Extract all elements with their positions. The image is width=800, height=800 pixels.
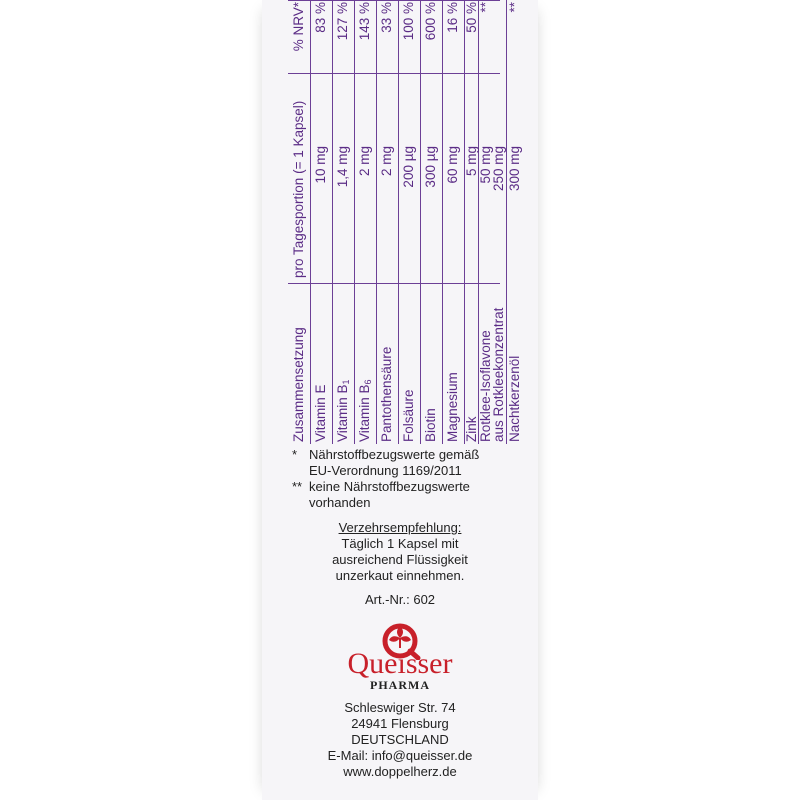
row-name: Vitamin $B_1$: [335, 379, 351, 442]
row-nrv: 50 %: [464, 2, 479, 33]
row-name: Zink: [464, 416, 479, 442]
recommendation-line3: unzerkaut einnehmen.: [335, 568, 465, 583]
table-header-row: [288, 0, 311, 444]
table-row: [376, 0, 399, 444]
row-amount: 2 mg: [379, 146, 394, 177]
row-nrv: 33 %: [379, 2, 394, 33]
row-name: Pantothensäure: [379, 346, 394, 442]
footnote-star2-line1: keine Nährstoffbezugswerte: [309, 479, 470, 494]
row-name: Folsäure: [401, 389, 416, 442]
footnote-star1-line2: EU-Verordnung 1169/2011: [309, 463, 462, 478]
address-street: Schleswiger Str. 74: [344, 700, 456, 715]
row-amount: 10 mg: [313, 146, 328, 184]
recommendation-line1: Täglich 1 Kapsel mit: [341, 536, 459, 551]
row-nrv: 83 %: [313, 2, 328, 33]
header-nrv: % NRV*: [291, 2, 306, 52]
brand-name: Queisser: [347, 647, 453, 680]
brand-subtitle: PHARMA: [370, 678, 430, 692]
table-row: [310, 0, 333, 444]
row-nrv: 127 %: [335, 2, 350, 41]
row-nrv: **: [507, 2, 522, 13]
address-city: 24941 Flensburg: [351, 716, 449, 731]
row-name: Magnesium: [445, 372, 460, 442]
footnote-star2-line2: vorhanden: [309, 495, 371, 510]
row-nrv: 16 %: [445, 2, 460, 33]
address-country: DEUTSCHLAND: [351, 732, 449, 747]
row-amount: 2 mg: [357, 146, 372, 177]
table-row: [478, 0, 492, 444]
nutrition-table: [288, 0, 506, 444]
row-nrv: 143 %: [357, 2, 372, 41]
table-row: [442, 0, 465, 444]
row-amount: 250 mg: [491, 146, 506, 192]
recommendation-line2: ausreichend Flüssigkeit: [332, 552, 468, 567]
table-row: [354, 0, 377, 444]
footnote-star1-mark: *: [292, 447, 298, 462]
recommendation-title: Verzehrsempfehlung:: [338, 520, 462, 535]
header-composition: Zusammensetzung: [291, 327, 306, 442]
address-website: www.doppelherz.de: [343, 764, 457, 779]
row-amount: 60 mg: [445, 146, 460, 184]
table-row: [504, 0, 526, 444]
footnote-star2-mark: **: [292, 479, 303, 494]
row-nrv: 100 %: [401, 2, 416, 41]
row-amount: 200 µg: [401, 146, 416, 188]
header-per-serving: pro Tagesportion (= 1 Kapsel): [291, 100, 306, 278]
nutrition-table-last-row: [504, 0, 526, 444]
row-nrv: **: [478, 2, 493, 13]
row-amount: 1,4 mg: [335, 146, 350, 188]
table-row: [420, 0, 443, 444]
article-number: Art.-Nr.: 602: [364, 592, 436, 607]
row-name: Rotklee-Isoflavone: [478, 330, 493, 442]
row-amount: 50 mg: [478, 146, 493, 184]
row-name: Biotin: [423, 408, 438, 442]
row-amount: 300 mg: [507, 146, 522, 192]
row-name: Nachtkerzenöl: [507, 355, 522, 442]
row-amount: 300 µg: [423, 146, 438, 188]
table-row: [332, 0, 355, 444]
footnote-star1-line1: Nährstoffbezugswerte gemäß: [309, 447, 480, 462]
row-nrv: 600 %: [423, 2, 438, 41]
table-row: [464, 0, 479, 444]
row-name: Vitamin $B_6$: [357, 379, 373, 442]
table-row: [398, 0, 421, 444]
row-name: aus Rotkleekonzentrat: [491, 307, 506, 442]
row-name: Vitamin E: [313, 384, 328, 442]
address-email: E-Mail: info@queisser.de: [327, 748, 473, 763]
row-amount: 5 mg: [464, 146, 479, 177]
